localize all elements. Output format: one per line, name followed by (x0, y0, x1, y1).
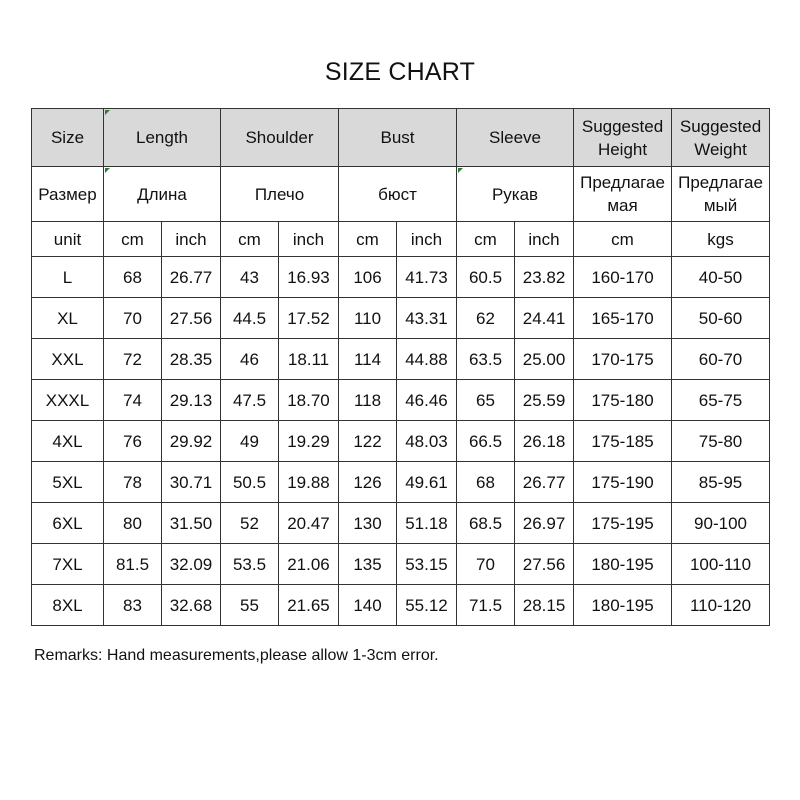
cell-sleeve-inch: 23.82 (515, 257, 574, 298)
header-ru-length: Длина (104, 167, 221, 222)
cell-shoulder-inch: 16.93 (279, 257, 339, 298)
unit-bust-cm: cm (339, 222, 397, 257)
header-ru-size: Размер (32, 167, 104, 222)
unit-label: unit (32, 222, 104, 257)
cell-height: 180-195 (574, 544, 672, 585)
cell-bust-cm: 135 (339, 544, 397, 585)
cell-height: 165-170 (574, 298, 672, 339)
cell-size: 6XL (32, 503, 104, 544)
cell-size: XL (32, 298, 104, 339)
cell-shoulder-inch: 19.88 (279, 462, 339, 503)
cell-length-cm: 72 (104, 339, 162, 380)
header-suggested-weight (672, 109, 770, 167)
cell-shoulder-cm: 43 (221, 257, 279, 298)
cell-weight: 100-110 (672, 544, 770, 585)
remarks-text: Remarks: Hand measurements,please allow 1-3cm error. (34, 647, 439, 664)
cell-length-inch: 26.77 (162, 257, 221, 298)
unit-sleeve-cm: cm (457, 222, 515, 257)
unit-shoulder-cm: cm (221, 222, 279, 257)
header-ru-bust: бюст (339, 167, 457, 222)
cell-bust-cm: 130 (339, 503, 397, 544)
cell-sleeve-inch: 26.77 (515, 462, 574, 503)
cell-size: 5XL (32, 462, 104, 503)
cell-length-inch: 27.56 (162, 298, 221, 339)
cell-shoulder-cm: 46 (221, 339, 279, 380)
table-row (32, 462, 770, 503)
cell-shoulder-inch: 21.65 (279, 585, 339, 626)
header-ru-shoulder: Плечо (221, 167, 339, 222)
cell-length-cm: 83 (104, 585, 162, 626)
cell-length-cm: 78 (104, 462, 162, 503)
cell-sleeve-inch: 26.18 (515, 421, 574, 462)
table-row (32, 421, 770, 462)
cell-length-inch: 32.68 (162, 585, 221, 626)
cell-length-cm: 80 (104, 503, 162, 544)
cell-shoulder-inch: 18.11 (279, 339, 339, 380)
cell-weight: 60-70 (672, 339, 770, 380)
header-length: Length (104, 109, 221, 167)
cell-length-inch: 32.09 (162, 544, 221, 585)
cell-weight: 65-75 (672, 380, 770, 421)
cell-shoulder-inch: 18.70 (279, 380, 339, 421)
unit-height: cm (574, 222, 672, 257)
header-bust: Bust (339, 109, 457, 167)
table-row (32, 257, 770, 298)
cell-shoulder-inch: 17.52 (279, 298, 339, 339)
cell-size: XXL (32, 339, 104, 380)
cell-size: XXXL (32, 380, 104, 421)
header-ru-height-line2: мая (607, 196, 638, 215)
cell-size: 4XL (32, 421, 104, 462)
cell-weight: 90-100 (672, 503, 770, 544)
cell-sleeve-cm: 60.5 (457, 257, 515, 298)
cell-shoulder-cm: 44.5 (221, 298, 279, 339)
cell-bust-inch: 46.46 (397, 380, 457, 421)
table-row (32, 380, 770, 421)
cell-bust-cm: 114 (339, 339, 397, 380)
cell-weight: 75-80 (672, 421, 770, 462)
header-ru-weight-line2: мый (703, 196, 738, 215)
cell-sleeve-inch: 25.00 (515, 339, 574, 380)
header-ru-weight (672, 167, 770, 222)
cell-shoulder-cm: 47.5 (221, 380, 279, 421)
cell-sleeve-inch: 28.15 (515, 585, 574, 626)
cell-sleeve-inch: 25.59 (515, 380, 574, 421)
cell-height: 170-175 (574, 339, 672, 380)
cell-bust-inch: 41.73 (397, 257, 457, 298)
header-suggested-height (574, 109, 672, 167)
cell-shoulder-cm: 53.5 (221, 544, 279, 585)
cell-shoulder-cm: 49 (221, 421, 279, 462)
table-row (32, 298, 770, 339)
cell-bust-inch: 49.61 (397, 462, 457, 503)
unit-sleeve-inch: inch (515, 222, 574, 257)
cell-bust-inch: 51.18 (397, 503, 457, 544)
cell-sleeve-cm: 66.5 (457, 421, 515, 462)
cell-sleeve-cm: 70 (457, 544, 515, 585)
cell-weight: 40-50 (672, 257, 770, 298)
header-row-russian (32, 167, 770, 222)
table-row (32, 544, 770, 585)
cell-shoulder-cm: 50.5 (221, 462, 279, 503)
table-row (32, 339, 770, 380)
cell-bust-cm: 110 (339, 298, 397, 339)
cell-length-inch: 29.13 (162, 380, 221, 421)
cell-sleeve-cm: 63.5 (457, 339, 515, 380)
cell-shoulder-cm: 55 (221, 585, 279, 626)
cell-shoulder-cm: 52 (221, 503, 279, 544)
cell-size: 8XL (32, 585, 104, 626)
cell-bust-inch: 48.03 (397, 421, 457, 462)
cell-weight: 85-95 (672, 462, 770, 503)
cell-height: 180-195 (574, 585, 672, 626)
header-suggested-weight-line1: Suggested (679, 116, 762, 136)
cell-length-inch: 30.71 (162, 462, 221, 503)
table-row (32, 585, 770, 626)
cell-bust-cm: 126 (339, 462, 397, 503)
header-size: Size (32, 109, 104, 167)
cell-length-inch: 28.35 (162, 339, 221, 380)
header-ru-sleeve: Рукав (457, 167, 574, 222)
cell-weight: 50-60 (672, 298, 770, 339)
cell-length-cm: 70 (104, 298, 162, 339)
size-table (31, 108, 770, 626)
cell-length-cm: 81.5 (104, 544, 162, 585)
unit-row (32, 222, 770, 257)
cell-height: 160-170 (574, 257, 672, 298)
cell-shoulder-inch: 20.47 (279, 503, 339, 544)
cell-sleeve-inch: 27.56 (515, 544, 574, 585)
header-suggested-height-line2: Height (597, 139, 648, 159)
cell-sleeve-cm: 71.5 (457, 585, 515, 626)
unit-shoulder-inch: inch (279, 222, 339, 257)
cell-size: L (32, 257, 104, 298)
cell-weight: 110-120 (672, 585, 770, 626)
cell-length-cm: 74 (104, 380, 162, 421)
cell-length-cm: 68 (104, 257, 162, 298)
header-suggested-weight-line2: Weight (694, 139, 747, 159)
unit-bust-inch: inch (397, 222, 457, 257)
cell-bust-cm: 140 (339, 585, 397, 626)
cell-bust-cm: 118 (339, 380, 397, 421)
cell-bust-inch: 53.15 (397, 544, 457, 585)
cell-bust-inch: 44.88 (397, 339, 457, 380)
cell-sleeve-cm: 68 (457, 462, 515, 503)
unit-length-cm: cm (104, 222, 162, 257)
chart-title: SIZE CHART (324, 58, 476, 86)
header-row-english (32, 109, 770, 167)
cell-shoulder-inch: 19.29 (279, 421, 339, 462)
cell-shoulder-inch: 21.06 (279, 544, 339, 585)
cell-length-inch: 31.50 (162, 503, 221, 544)
cell-bust-inch: 43.31 (397, 298, 457, 339)
cell-height: 175-195 (574, 503, 672, 544)
header-shoulder: Shoulder (221, 109, 339, 167)
unit-weight: kgs (672, 222, 770, 257)
cell-sleeve-cm: 65 (457, 380, 515, 421)
cell-sleeve-inch: 26.97 (515, 503, 574, 544)
cell-sleeve-cm: 68.5 (457, 503, 515, 544)
cell-height: 175-180 (574, 380, 672, 421)
table-row (32, 503, 770, 544)
cell-size: 7XL (32, 544, 104, 585)
cell-length-inch: 29.92 (162, 421, 221, 462)
cell-sleeve-cm: 62 (457, 298, 515, 339)
cell-bust-inch: 55.12 (397, 585, 457, 626)
header-ru-height-line1: Предлагае (580, 173, 665, 192)
header-sleeve: Sleeve (457, 109, 574, 167)
cell-height: 175-190 (574, 462, 672, 503)
cell-sleeve-inch: 24.41 (515, 298, 574, 339)
unit-length-inch: inch (162, 222, 221, 257)
cell-height: 175-185 (574, 421, 672, 462)
header-ru-height (574, 167, 672, 222)
cell-length-cm: 76 (104, 421, 162, 462)
cell-bust-cm: 106 (339, 257, 397, 298)
header-suggested-height-line1: Suggested (581, 116, 664, 136)
header-ru-weight-line1: Предлагае (678, 173, 763, 192)
cell-bust-cm: 122 (339, 421, 397, 462)
